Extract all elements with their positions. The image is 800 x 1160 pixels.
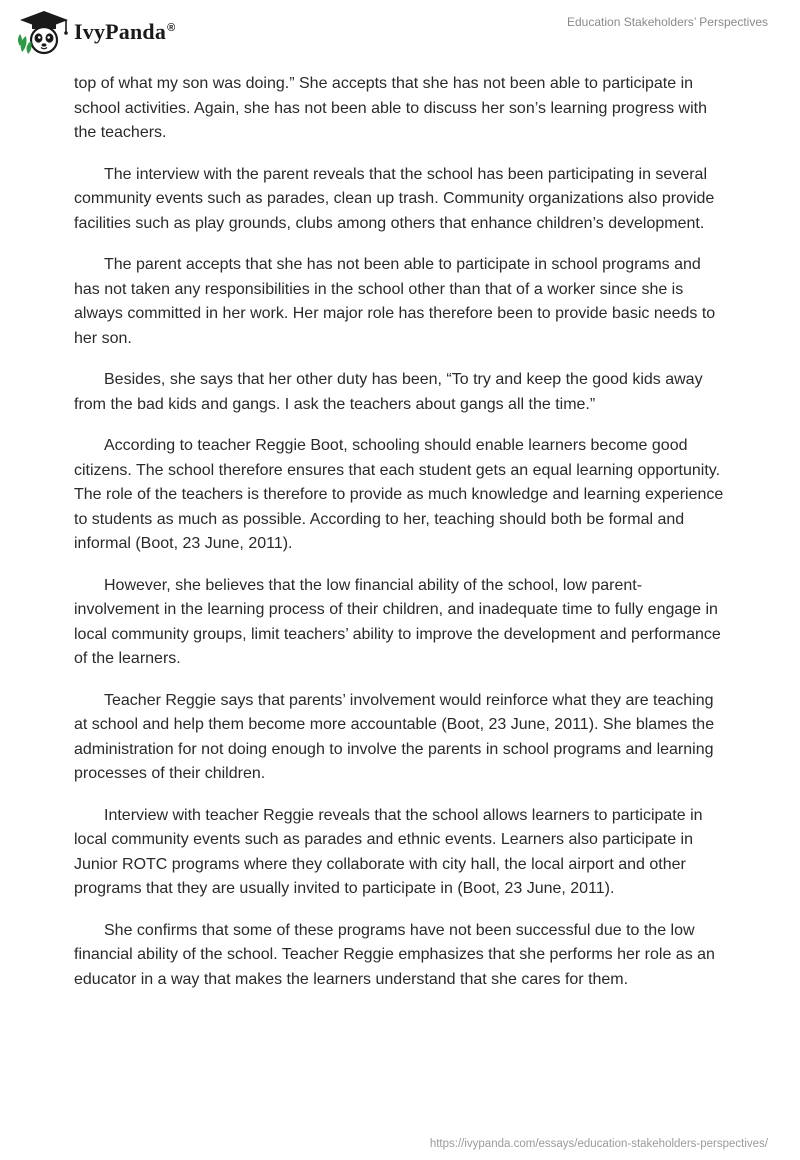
paragraph: top of what my son was doing.” She accepts that she has not been able to participate in school activities. Again, she has not been able to discuss her son’s learning progress with the teachers. xyxy=(74,75,707,141)
panda-graduate-icon xyxy=(14,8,70,56)
paragraph: The parent accepts that she has not been able to participate in school programs and has not taken any responsibilities in the school other than that of a worker since she is always committed in her work. Her major role has therefore been to provide basic needs to her son. xyxy=(74,256,716,347)
ivypanda-logo[interactable] xyxy=(14,8,175,56)
paragraph: Interview with teacher Reggie reveals that the school allows learners to participate in local community events such as parades and ethnic events. Learners also participate in Junior ROTC programs where they collaborate with city hall, the local airport and other programs that they are usually invited to participate in (Boot, 23 June, 2011). xyxy=(74,806,703,897)
paragraph: Besides, she says that her other duty has been, “To try and keep the good kids away from the bad kids and gangs. I ask the teachers about gangs all the time.” xyxy=(74,371,703,413)
registered-mark: ® xyxy=(167,21,176,34)
document-title: Education Stakeholders’ Perspectives xyxy=(567,15,768,29)
source-url-link[interactable]: https://ivypanda.com/essays/education-stakeholders-perspectives/ xyxy=(429,1138,768,1150)
essay-body xyxy=(74,72,726,1009)
page-header xyxy=(0,0,800,70)
paragraph: Teacher Reggie says that parents’ involvement would reinforce what they are teaching at school and help them become more accountable (Boot, 23 June, 2011). She blames the administration for not doing enough to involve the parents in school programs and learning processes of their children. xyxy=(74,691,715,782)
paragraph: The interview with the parent reveals that the school has been participating in several community events such as parades, clean up trash. Community organizations also provide facilities such as play grounds, clubs among others that enhance children’s development. xyxy=(74,165,715,232)
brand-name: IvyPanda® xyxy=(74,19,176,44)
paragraph: She confirms that some of these programs have not been successful due to the low financial ability of the school. Teacher Reggie emphasizes that she performs her role as an educator in a way that makes the learners understand that she cares for them. xyxy=(74,921,715,988)
paragraph: According to teacher Reggie Boot, schooling should enable learners become good citizens. The school therefore ensures that each student gets an equal learning opportunity. The role of the teachers is therefore to provide as much knowledge and learning experience to students as much as possible. According to her, teaching should both be formal and informal (Boot, 23 June, 2011). xyxy=(74,437,724,552)
paragraph: However, she believes that the low financial ability of the school, low parent-involvement in the learning process of their children, and inadequate time to fully engage in local community groups, limit teachers’ ability to improve the development and performance of the learners. xyxy=(74,576,721,667)
